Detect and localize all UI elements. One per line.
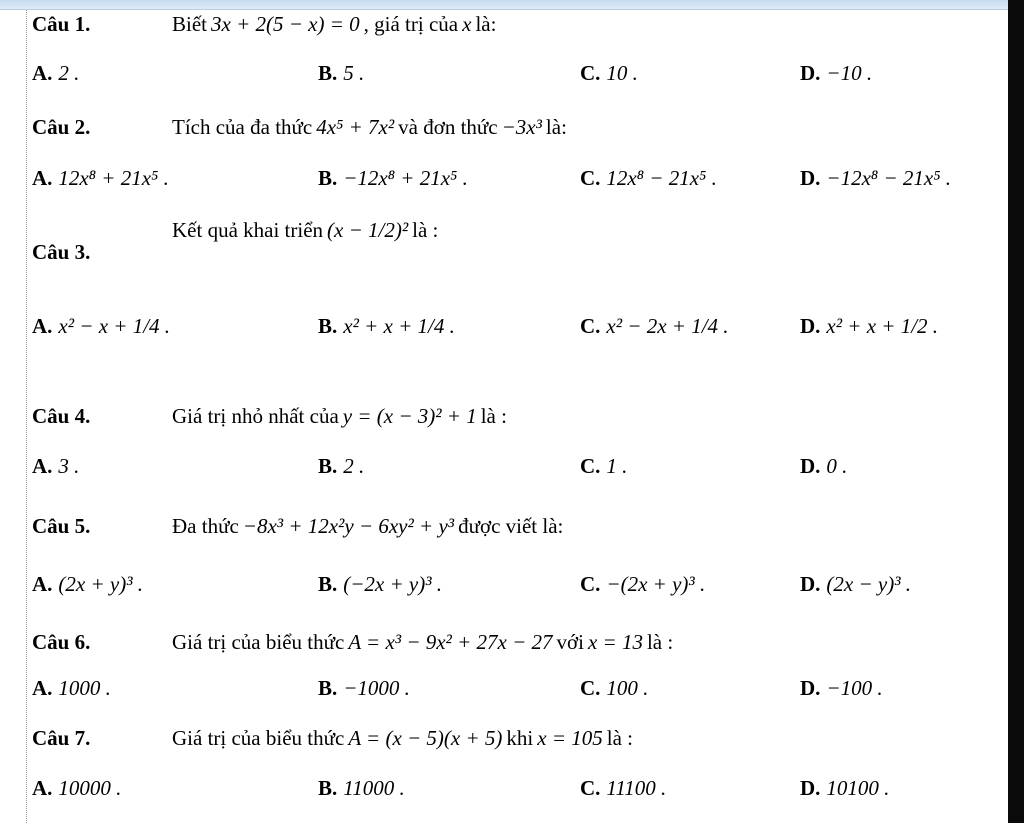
answer-label: D. [800, 776, 821, 800]
answer-a [32, 574, 143, 595]
answer-b [318, 316, 455, 337]
answer-label: B. [318, 166, 338, 190]
answer-value: 2 . [343, 454, 365, 478]
answer-value: (2x + y)³ . [58, 572, 144, 596]
question-label: Câu 3. [32, 240, 91, 264]
answer-label: D. [800, 454, 821, 478]
answer-label: A. [32, 776, 53, 800]
answer-label: C. [580, 676, 601, 700]
question-label: Câu 1. [32, 12, 91, 36]
answer-label: B. [318, 776, 338, 800]
answer-b [318, 63, 364, 84]
answer-value: 10 . [606, 61, 638, 85]
answer-label: C. [580, 572, 601, 596]
answer-label: A. [32, 314, 53, 338]
answer-label: B. [318, 676, 338, 700]
answer-label: A. [32, 61, 53, 85]
question-text: Biết 3x + 2(5 − x) = 0 , giá trị của x là: [172, 12, 497, 36]
answer-d [800, 778, 889, 799]
answer-b [318, 574, 442, 595]
answer-value: x² + x + 1/2 . [826, 314, 939, 338]
answer-a [32, 778, 121, 799]
answer-label: B. [318, 454, 338, 478]
answer-d [800, 574, 911, 595]
answer-label: D. [800, 572, 821, 596]
question-text: Tích của đa thức 4x⁵ + 7x² và đơn thức −3x³ là: [172, 115, 567, 139]
answer-value: 1 . [606, 454, 628, 478]
question-text: Giá trị của biểu thức A = x³ − 9x² + 27x − 27 với x = 13 là : [172, 630, 674, 654]
answer-label: B. [318, 61, 338, 85]
answer-d [800, 456, 847, 477]
answer-value: 10000 . [58, 776, 122, 800]
answer-value: −12x⁸ + 21x⁵ . [343, 166, 468, 190]
answer-a [32, 678, 111, 699]
answer-c [580, 778, 666, 799]
answer-label: C. [580, 61, 601, 85]
answer-label: A. [32, 166, 53, 190]
answer-value: 1000 . [58, 676, 111, 700]
question-text: Giá trị nhỏ nhất của y = (x − 3)² + 1 là : [172, 404, 507, 428]
right-edge-bar [1008, 0, 1024, 823]
answer-a [32, 63, 79, 84]
answer-b [318, 168, 468, 189]
question-text: Đa thức −8x³ + 12x²y − 6xy² + y³ được viết là: [172, 514, 564, 538]
answer-label: C. [580, 166, 601, 190]
answer-label: C. [580, 454, 601, 478]
answer-value: 12x⁸ − 21x⁵ . [606, 166, 717, 190]
answer-label: D. [800, 676, 821, 700]
answer-d [800, 168, 951, 189]
answer-b [318, 778, 405, 799]
answer-value: x² − 2x + 1/4 . [606, 314, 729, 338]
answer-label: B. [318, 314, 338, 338]
answer-d [800, 316, 938, 337]
answer-a [32, 316, 170, 337]
answer-value: −100 . [826, 676, 883, 700]
answer-a [32, 168, 169, 189]
answer-a [32, 456, 79, 477]
answer-value: 0 . [826, 454, 848, 478]
answer-c [580, 456, 627, 477]
question-text: Giá trị của biểu thức A = (x − 5)(x + 5) khi x = 105 là : [172, 726, 633, 750]
answer-label: C. [580, 776, 601, 800]
answer-label: D. [800, 166, 821, 190]
answer-b [318, 678, 410, 699]
question-label: Câu 2. [32, 115, 91, 139]
answer-value: −12x⁸ − 21x⁵ . [826, 166, 952, 190]
answer-value: 11000 . [343, 776, 405, 800]
answer-label: B. [318, 572, 338, 596]
answer-label: D. [800, 61, 821, 85]
answer-label: A. [32, 572, 53, 596]
answer-b [318, 456, 364, 477]
answer-d [800, 63, 872, 84]
answer-value: 10100 . [826, 776, 890, 800]
answer-value: 100 . [606, 676, 649, 700]
answer-value: 2 . [58, 61, 80, 85]
answer-value: −1000 . [343, 676, 410, 700]
answer-value: (−2x + y)³ . [343, 572, 443, 596]
answer-c [580, 678, 648, 699]
answer-value: 11100 . [606, 776, 667, 800]
answer-value: (2x − y)³ . [826, 572, 912, 596]
question-label: Câu 7. [32, 726, 91, 750]
answer-value: x² − x + 1/4 . [58, 314, 171, 338]
answer-label: D. [800, 314, 821, 338]
answer-c [580, 574, 705, 595]
answer-c [580, 168, 717, 189]
answer-value: −(2x + y)³ . [606, 572, 706, 596]
answer-value: 5 . [343, 61, 365, 85]
answer-label: C. [580, 314, 601, 338]
answer-value: 12x⁸ + 21x⁵ . [58, 166, 169, 190]
answer-d [800, 678, 883, 699]
question-label: Câu 5. [32, 514, 91, 538]
question-label: Câu 4. [32, 404, 91, 428]
answer-value: x² + x + 1/4 . [343, 314, 455, 338]
question-label: Câu 6. [32, 630, 91, 654]
answer-label: A. [32, 454, 53, 478]
answer-value: −10 . [826, 61, 873, 85]
question-text: Kết quả khai triển (x − 1/2)² là : [172, 218, 439, 242]
answer-c [580, 63, 638, 84]
answer-c [580, 316, 729, 337]
answer-label: A. [32, 676, 53, 700]
answer-value: 3 . [58, 454, 80, 478]
